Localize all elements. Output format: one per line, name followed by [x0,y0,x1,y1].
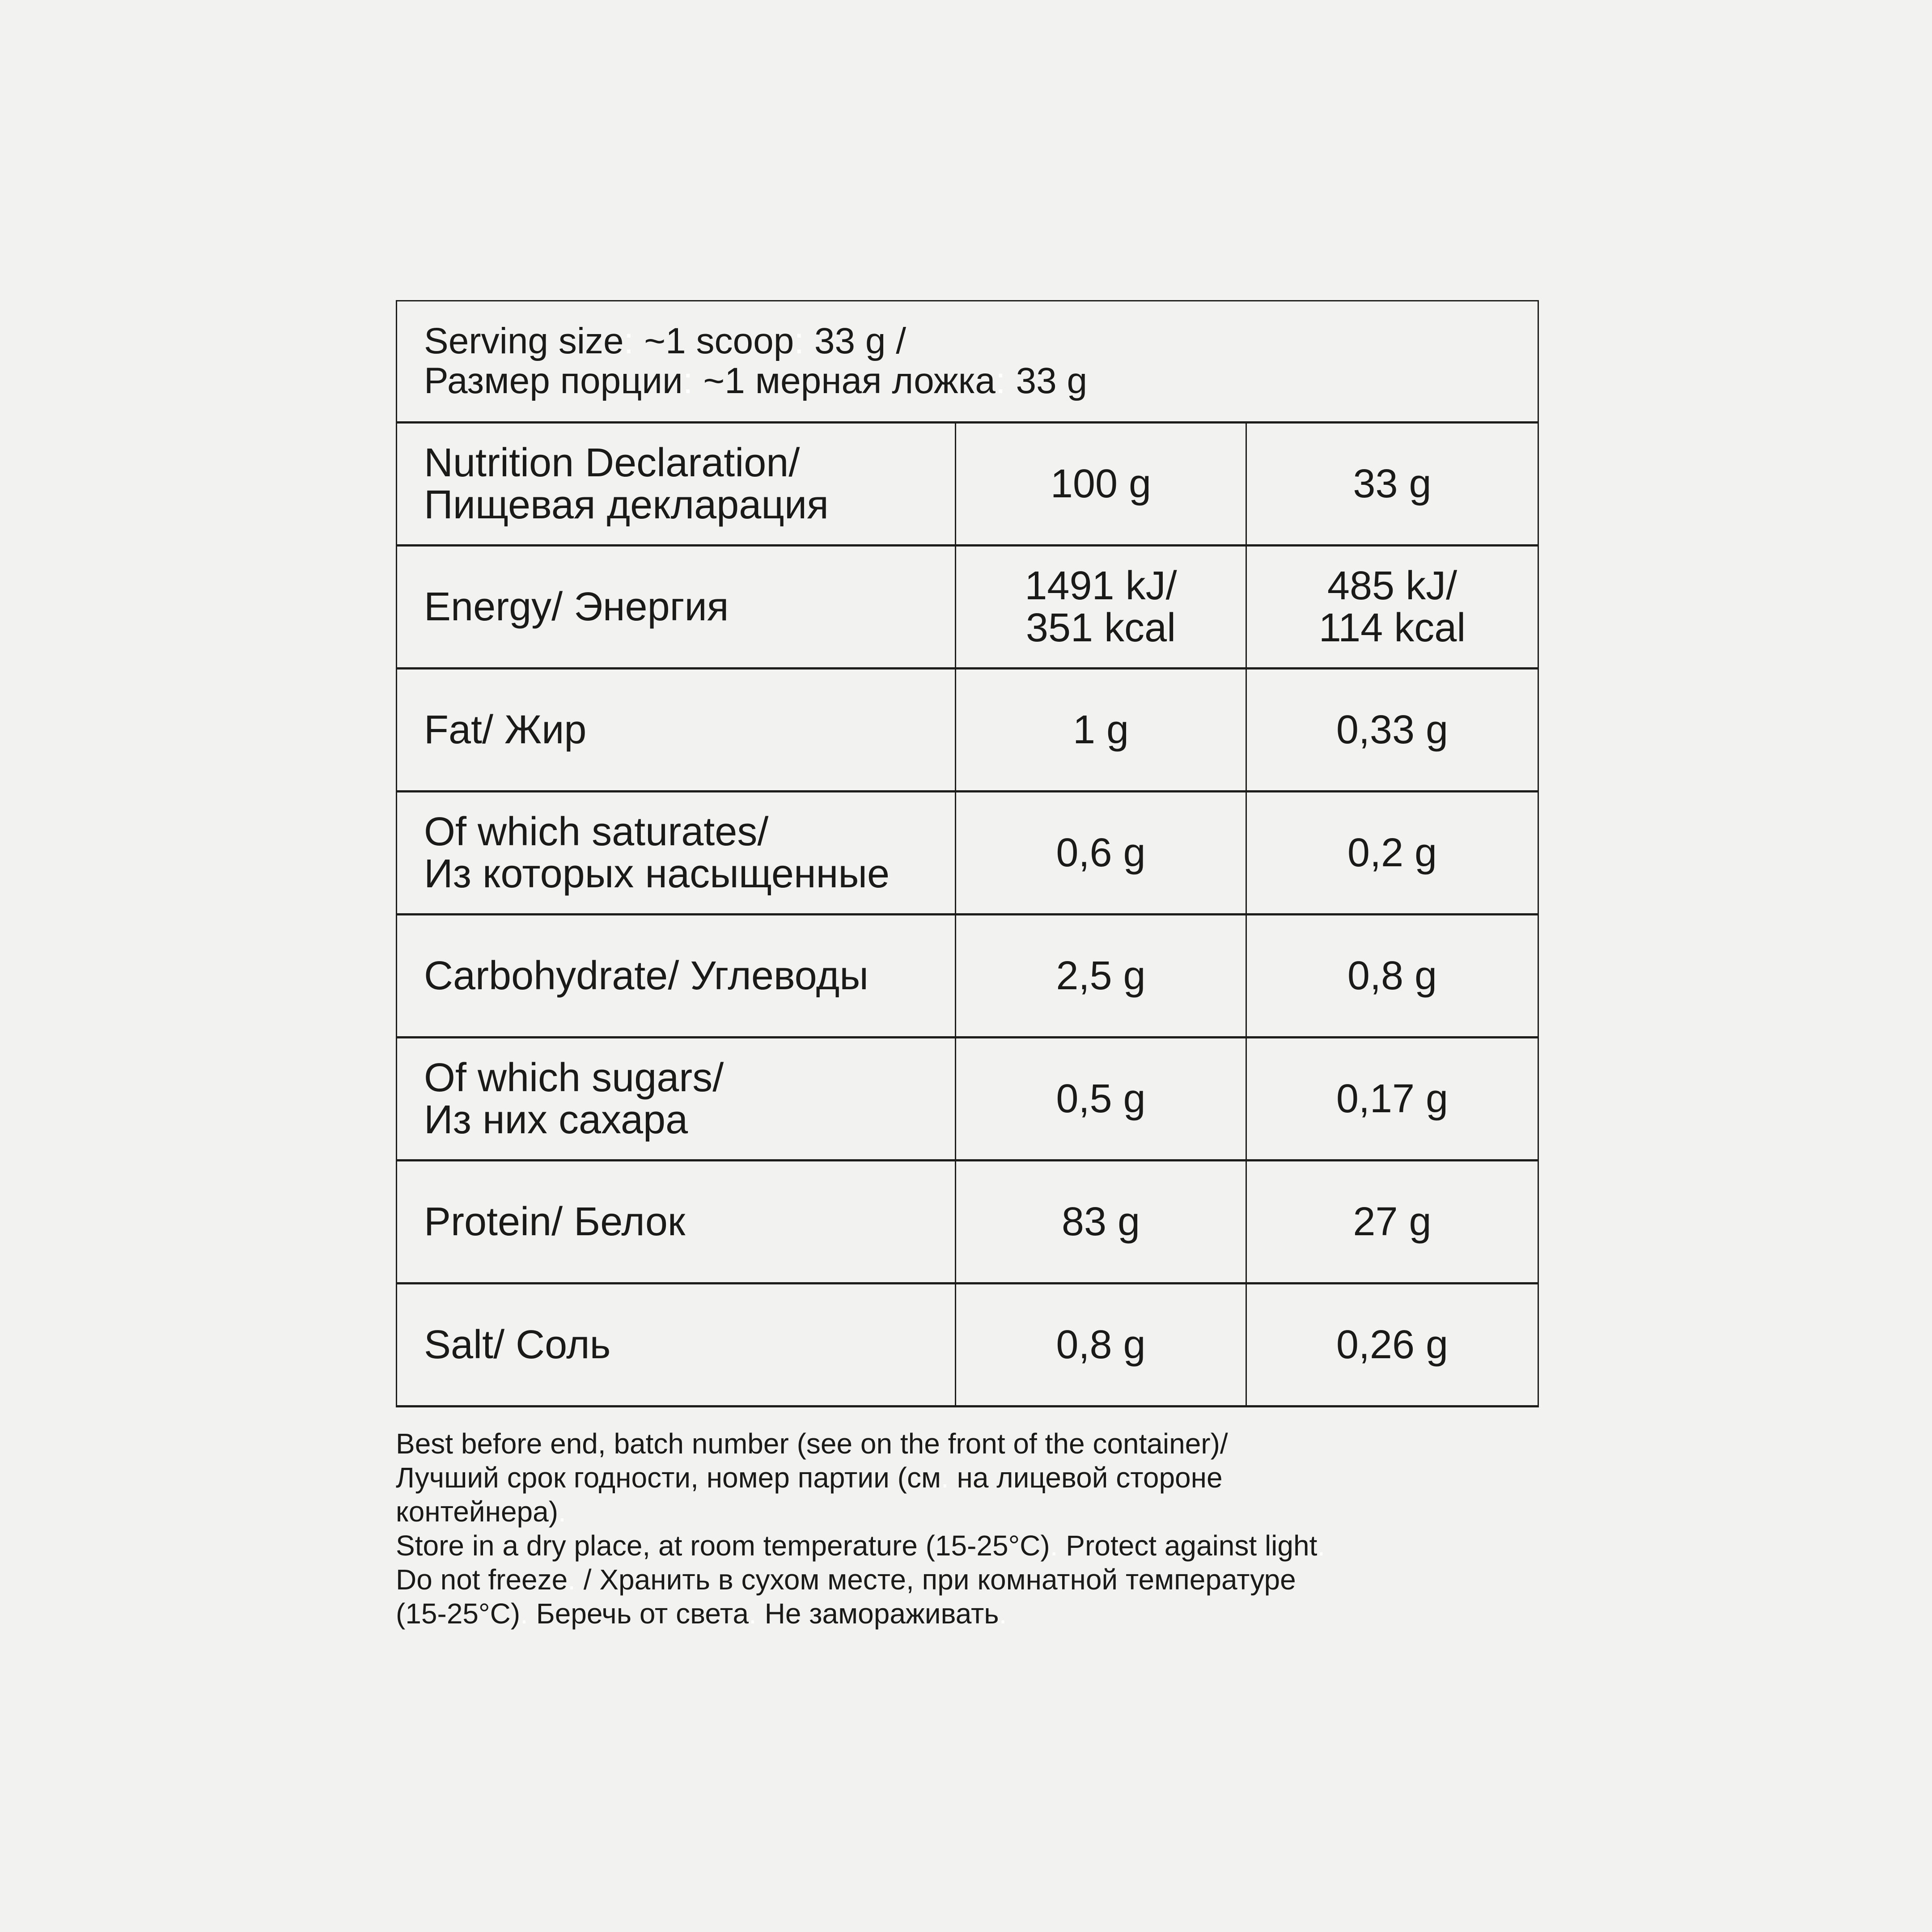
header-100g-cell [956,423,1246,546]
value-100g-cell [956,1038,1246,1161]
text-run: 0,5 g [1056,1076,1146,1121]
text-line [424,955,954,997]
row-label-cell [397,669,956,792]
table-row-fat [397,669,1538,792]
table-row-carbohydrate [397,915,1538,1038]
text-line [961,1324,1241,1366]
value-33g-cell [1246,915,1538,1038]
text-line [424,811,954,853]
serving-size-row [397,301,1538,423]
white-punctuation: : [794,321,805,362]
text-run: 0,33 g [1336,707,1449,752]
text-line [961,955,1241,997]
text-run: 485 kJ/ [1327,563,1457,608]
text-run: 0,2 g [1347,830,1437,875]
white-punctuation: . [558,1496,566,1528]
text-line [424,853,954,895]
text-run: Of which saturates/ [424,809,769,854]
white-punctuation: . [1050,1530,1058,1562]
white-punctuation: : [682,360,693,401]
text-run: Store in a dry place, at room temperature (15-25°C) [396,1530,1050,1562]
text-line [424,442,954,484]
text-run: 33 g [1005,360,1088,401]
text-line [961,1078,1241,1120]
text-run: 0,26 g [1336,1322,1449,1367]
text-run: / Хранить в сухом месте, при комнатной температуре [576,1563,1296,1596]
text-line [424,1324,954,1366]
text-run: Из которых насыщенные [424,852,890,896]
row-label-cell [397,915,956,1038]
table-row-protein [397,1161,1538,1284]
value-100g-cell [956,546,1246,669]
value-100g-cell [956,1161,1246,1284]
text-run: Пищевая декларация [424,483,829,527]
text-run: 0,6 g [1056,830,1146,875]
text-run: Лучший срок годности, номер партии (см [396,1462,941,1494]
value-33g-cell [1246,1038,1538,1161]
text-run: контейнера) [396,1496,559,1528]
text-line [961,832,1241,874]
text-line [1251,1324,1533,1366]
table-row-saturates [397,792,1538,915]
text-line [1251,709,1533,751]
text-run: Nutrition Declaration/ [424,440,800,485]
value-33g-cell [1246,546,1538,669]
text-run: Беречь от света [528,1597,749,1630]
row-label-cell [397,792,956,915]
text-run: 33 g [1353,461,1432,506]
row-label-cell [397,1161,956,1284]
text-line [424,361,1537,401]
text-line [424,1099,954,1141]
text-run: Best before end, batch number (see on the front of the container)/ [396,1428,1228,1460]
header-label-cell [397,423,956,546]
text-run: Из них сахара [424,1097,688,1142]
text-run: Fat/ Жир [424,707,587,752]
storage-instructions [396,1427,1568,1631]
text-run: Размер порции [424,360,683,401]
text-line [1251,1078,1533,1120]
text-line [396,1461,1568,1495]
text-run: 351 kcal [1025,606,1176,650]
text-run: 0,8 g [1347,953,1437,998]
value-33g-cell [1246,792,1538,915]
value-100g-cell [956,669,1246,792]
text-run: 83 g [1061,1199,1140,1244]
table-row-energy [397,546,1538,669]
text-line [424,1057,954,1099]
text-run: 1 g [1072,707,1129,752]
row-label-cell [397,1284,956,1407]
text-line [1251,955,1533,997]
value-100g-cell [956,792,1246,915]
row-label-cell [397,546,956,669]
text-run: Не замораживать [756,1597,999,1630]
text-line [961,565,1241,607]
text-line [1251,565,1533,607]
text-run: (15-25°C) [396,1597,521,1630]
text-run: ~1 мерная ложка [693,360,996,401]
text-run: Salt/ Соль [424,1322,611,1367]
text-run: 0,17 g [1336,1076,1449,1121]
text-line [424,484,954,526]
text-line [424,709,954,751]
text-line [396,1597,1568,1631]
text-line [1251,463,1533,505]
text-line [961,463,1241,505]
text-run: Of which sugars/ [424,1055,724,1100]
text-line [1251,607,1533,649]
text-run: ~1 scoop [634,321,794,362]
text-line [424,322,1537,361]
white-punctuation: : [623,321,634,362]
white-punctuation: . [999,1597,1007,1630]
text-line [396,1529,1568,1563]
white-punctuation: . [520,1597,528,1630]
text-line [396,1427,1568,1461]
text-line [396,1563,1568,1597]
table-row-sugars [397,1038,1538,1161]
nutrition-table [396,300,1539,1407]
text-line [396,1495,1568,1529]
text-line [961,709,1241,751]
text-run: Protect against light [1058,1530,1318,1562]
text-run: 1491 kJ/ [1025,563,1177,608]
text-line [1251,832,1533,874]
text-line [424,1201,954,1243]
value-100g-cell [956,915,1246,1038]
value-100g-cell [956,1284,1246,1407]
text-line [424,586,954,628]
white-punctuation: . [749,1597,757,1630]
text-run: Carbohydrate/ Углеводы [424,953,869,998]
text-run: 27 g [1353,1199,1432,1244]
value-33g-cell [1246,1161,1538,1284]
text-run: 33 g / [804,321,907,362]
serving-size-cell [397,301,1538,423]
text-run: 100 g [1050,461,1152,506]
value-33g-cell [1246,1284,1538,1407]
header-row [397,423,1538,546]
text-run: Do not freeze [396,1563,568,1596]
text-run: 114 kcal [1318,606,1466,650]
white-punctuation: . [568,1563,576,1596]
text-run: Protein/ Белок [424,1199,686,1244]
text-run: 0,8 g [1056,1322,1146,1367]
text-run: 2,5 g [1056,953,1146,998]
white-punctuation: . [941,1462,949,1494]
white-punctuation: . [1317,1530,1326,1562]
text-run: на лицевой стороне [949,1462,1223,1494]
value-33g-cell [1246,669,1538,792]
table-row-salt [397,1284,1538,1407]
header-33g-cell [1246,423,1538,546]
row-label-cell [397,1038,956,1161]
white-punctuation: : [995,360,1006,401]
text-line [1251,1201,1533,1243]
text-run: Serving size [424,321,624,362]
text-line [961,1201,1241,1243]
text-line [961,607,1241,649]
text-run: Energy/ Энергия [424,584,729,629]
